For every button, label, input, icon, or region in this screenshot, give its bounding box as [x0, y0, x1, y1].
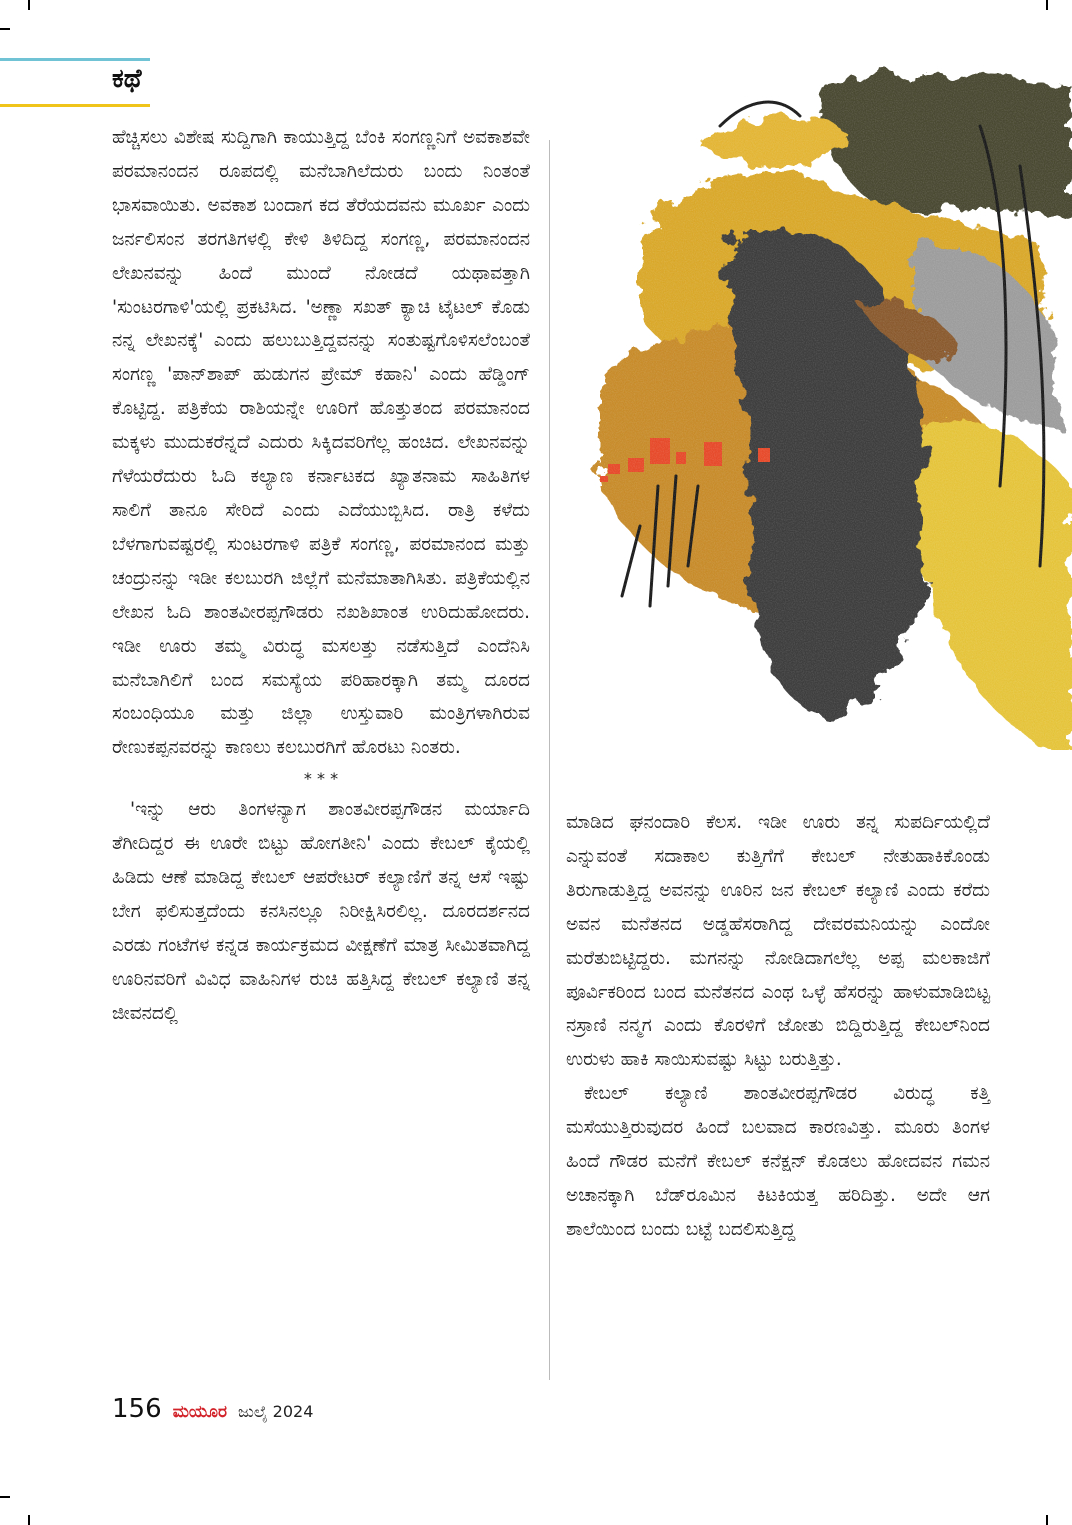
- magazine-logo: ಮಯೂರ: [172, 1402, 227, 1422]
- story-illustration: [580, 66, 1072, 750]
- section-separator: * * *: [303, 769, 339, 789]
- crop-mark: [1046, 1515, 1048, 1525]
- column-rule: [549, 140, 550, 1380]
- crop-mark: [28, 1515, 30, 1525]
- issue-date: ಜುಲೈ 2024: [238, 1402, 314, 1421]
- section-label: ಕಥೆ: [112, 64, 142, 94]
- paragraph: ಮಾಡಿದ ಘನಂದಾರಿ ಕೆಲಸ. ಇಡೀ ಊರು ತನ್ನ ಸುಪರ್ದಿಯಲ್ಲಿದೆ ಎನ್ನುವಂತೆ ಸದಾಕಾಲ ಕುತ್ತಿಗೆಗೆ ಕೇಬಲ್ ನೇತುಹಾಕಿಕೊಂಡು ತಿರುಗಾಡುತ್ತಿದ್ದ ಅವನನ್ನು ಊರಿನ ಜನ ಕೇಬಲ್ ಕಲ್ಯಾಣಿ ಎಂದು ಕರೆದು ಅವನ ಮನೆತನದ ಅಡ್ಡಹೆಸರಾಗಿದ್ದ ದೇವರಮನಿಯನ್ನು ಎಂದೋ ಮರೆತುಬಿಟ್ಟಿದ್ದರು. ಮಗನನ್ನು ನೋಡಿದಾಗಲೆಲ್ಲ ಅಪ್ಪ ಮಲಕಾಜಿಗೆ ಪೂರ್ವಿಕರಿಂದ ಬಂದ ಮನೆತನದ ಎಂಥ ಒಳ್ಳೆ ಹೆಸರನ್ನು ಹಾಳುಮಾಡಿಬಿಟ್ಟ ನಸ್ರಾಣಿ ನನ್ಮಗ ಎಂದು ಕೊರಳಿಗೆ ಜೋತು ಬಿದ್ದಿರುತ್ತಿದ್ದ ಕೇಬಲ್‌ನಿಂದ ಉರುಳು ಹಾಕಿ ಸಾಯಿಸುವಷ್ಟು ಸಿಟ್ಟು ಬರುತ್ತಿತ್ತು.: [566, 812, 990, 1071]
- paragraph: ಕೇಬಲ್ ಕಲ್ಯಾಣಿ ಶಾಂತವೀರಪ್ಪಗೌಡರ ವಿರುದ್ಧ ಕತ್ತಿ ಮಸೆಯುತ್ತಿರುವುದರ ಹಿಂದೆ ಬಲವಾದ ಕಾರಣವಿತ್ತು. ಮೂರು ತಿಂಗಳ ಹಿಂದೆ ಗೌಡರ ಮನೆಗೆ ಕೇಬಲ್ ಕನೆಕ್ಷನ್ ಕೊಡಲು ಹೋದವನ ಗಮನ ಅಚಾನಕ್ಕಾಗಿ ಬೆಡ್‌ರೂಮಿನ ಕಿಟಕಿಯತ್ತ ಹರಿದಿತ್ತು. ಅದೇ ಆಗ ಶಾಲೆಯಿಂದ ಬಂದು ಬಟ್ಟೆ ಬದಲಿಸುತ್ತಿದ್ದ: [566, 1083, 990, 1240]
- article-column-right: [566, 806, 990, 1247]
- crop-mark: [1046, 0, 1048, 10]
- page-footer: [112, 1394, 313, 1424]
- crop-mark: [28, 0, 30, 10]
- section-rule-bottom: [0, 104, 150, 107]
- paragraph: ಹೆಚ್ಚಿಸಲು ವಿಶೇಷ ಸುದ್ದಿಗಾಗಿ ಕಾಯುತ್ತಿದ್ದ ಬೆಂಕಿ ಸಂಗಣ್ಣನಿಗೆ ಅವಕಾಶವೇ ಪರಮಾನಂದನ ರೂಪದಲ್ಲಿ ಮನೆಬಾಗಿಲೆದುರು ಬಂದು ನಿಂತಂತೆ ಭಾಸವಾಯಿತು. ಅವಕಾಶ ಬಂದಾಗ ಕದ ತೆರೆಯದವನು ಮೂರ್ಖ ಎಂದು ಜರ್ನಲಿಸಂನ ತರಗತಿಗಳಲ್ಲಿ ಕೇಳಿ ತಿಳಿದಿದ್ದ ಸಂಗಣ್ಣ, ಪರಮಾನಂದನ ಲೇಖನವನ್ನು ಹಿಂದೆ ಮುಂದೆ ನೋಡದೆ ಯಥಾವತ್ತಾಗಿ 'ಸುಂಟರಗಾಳಿ'ಯಲ್ಲಿ ಪ್ರಕಟಿಸಿದ. 'ಅಣ್ಣಾ ಸಖತ್ ಕ್ಯಾಚಿ ಟೈಟಲ್ ಕೊಡು ನನ್ನ ಲೇಖನಕ್ಕೆ' ಎಂದು ಹಲುಬುತ್ತಿದ್ದವನನ್ನು ಸಂತುಷ್ಟಗೊಳಿಸಲೆಂಬಂತೆ ಸಂಗಣ್ಣ 'ಪಾನ್‌ಶಾಪ್ ಹುಡುಗನ ಪ್ರೇಮ್ ಕಹಾನಿ' ಎಂದು ಹೆಡ್ಡಿಂಗ್ ಕೊಟ್ಟಿದ್ದ. ಪತ್ರಿಕೆಯ ರಾಶಿಯನ್ನೇ ಊರಿಗೆ ಹೊತ್ತುತಂದ ಪರಮಾನಂದ ಮಕ್ಕಳು ಮುದುಕರೆನ್ನದೆ ಎದುರು ಸಿಕ್ಕಿದವರಿಗೆಲ್ಲ ಹಂಚಿದ. ಲೇಖನವನ್ನು ಗೆಳೆಯರೆದುರು ಓದಿ ಕಲ್ಯಾಣ ಕರ್ನಾಟಕದ ಖ್ಯಾತನಾಮ ಸಾಹಿತಿಗಳ ಸಾಲಿಗೆ ತಾನೂ ಸೇರಿದೆ ಎಂದು ಎದೆಯುಬ್ಬಿಸಿದ. ರಾತ್ರಿ ಕಳೆದು ಬೆಳಗಾಗುವಷ್ಟರಲ್ಲಿ ಸುಂಟರಗಾಳಿ ಪತ್ರಿಕೆ ಸಂಗಣ್ಣ, ಪರಮಾನಂದ ಮತ್ತು ಚಂದ್ರುನನ್ನು ಇಡೀ ಕಲಬುರಗಿ ಜಿಲ್ಲೆಗೆ ಮನೆಮಾತಾಗಿಸಿತು. ಪತ್ರಿಕೆಯಲ್ಲಿನ ಲೇಖನ ಓದಿ ಶಾಂತವೀರಪ್ಪಗೌಡರು ನಖಶಿಖಾಂತ ಉರಿದುಹೋದರು. ಇಡೀ ಊರು ತಮ್ಮ ವಿರುದ್ಧ ಮಸಲತ್ತು ನಡೆಸುತ್ತಿದೆ ಎಂದೆನಿಸಿ ಮನೆಬಾಗಿಲಿಗೆ ಬಂದ ಸಮಸ್ಯೆಯ ಪರಿಹಾರಕ್ಕಾಗಿ ತಮ್ಮ ದೂರದ ಸಂಬಂಧಿಯೂ ಮತ್ತು ಜಿಲ್ಲಾ ಉಸ್ತುವಾರಿ ಮಂತ್ರಿಗಳಾಗಿರುವ ರೇಣುಕಪ್ಪನವರನ್ನು ಕಾಣಲು ಕಲಬುರಗಿಗೆ ಹೊರಟು ನಿಂತರು.: [112, 127, 530, 759]
- paragraph: 'ಇನ್ನು ಆರು ತಿಂಗಳನ್ಯಾಗ ಶಾಂತವೀರಪ್ಪಗೌಡನ ಮರ್ಯಾದಿ ತೆಗೀದಿದ್ದರ ಈ ಊರೇ ಬಿಟ್ಟು ಹೋಗತೀನಿ' ಎಂದು ಕೇಬಲ್ ಕೈಯಲ್ಲಿ ಹಿಡಿದು ಆಣೆ ಮಾಡಿದ್ದ ಕೇಬಲ್ ಆಪರೇಟರ್ ಕಲ್ಯಾಣಿಗೆ ತನ್ನ ಆಸೆ ಇಷ್ಟು ಬೇಗ ಫಲಿಸುತ್ತದೆಂದು ಕನಸಿನಲ್ಲೂ ನಿರೀಕ್ಷಿಸಿರಲಿಲ್ಲ. ದೂರದರ್ಶನದ ಎರಡು ಗಂಟೆಗಳ ಕನ್ನಡ ಕಾರ್ಯಕ್ರಮದ ವೀಕ್ಷಣೆಗೆ ಮಾತ್ರ ಸೀಮಿತವಾಗಿದ್ದ ಊರಿನವರಿಗೆ ವಿವಿಧ ವಾಹಿನಿಗಳ ರುಚಿ ಹತ್ತಿಸಿದ್ದ ಕೇಬಲ್ ಕಲ್ಯಾಣಿ ತನ್ನ ಜೀವನದಲ್ಲಿ: [112, 799, 530, 1024]
- section-rule-top: [0, 58, 150, 61]
- crop-mark: [0, 28, 10, 30]
- article-column-left: [112, 121, 530, 1031]
- crop-mark: [0, 1496, 10, 1498]
- page-number: 156: [112, 1394, 162, 1424]
